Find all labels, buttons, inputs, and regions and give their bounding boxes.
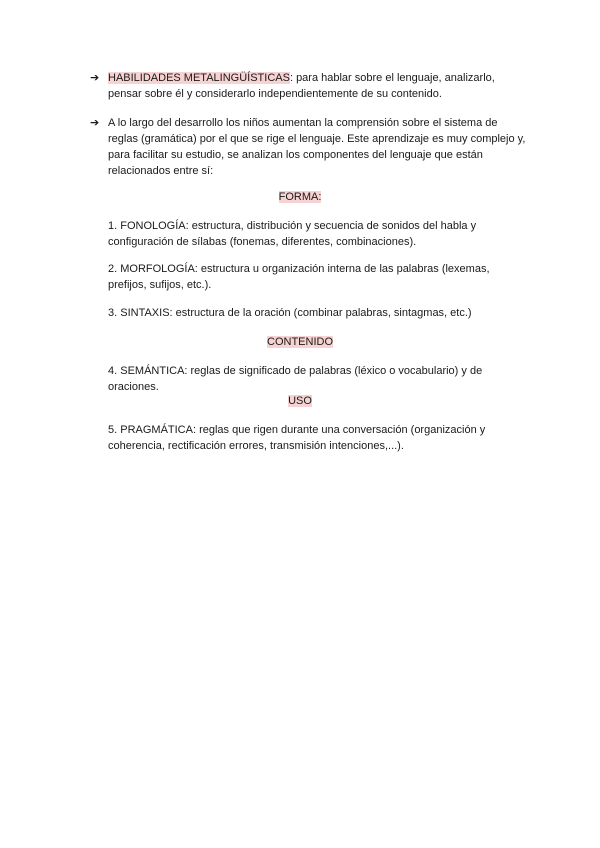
arrow-icon: ➔ (90, 72, 100, 84)
arrow-icon: ➔ (90, 117, 100, 129)
section-heading-contenido (0, 334, 600, 350)
section-label: USO (288, 395, 312, 407)
item-fonologia: 1. FONOLOGÍA: estructura, distribución y secuencia de sonidos del habla y configuración de sílabas (fonemas, diferentes, combinaciones). (108, 220, 477, 248)
bullet-description: : para hablar sobre el lenguaje, analizarlo, pensar sobre él y considerarlo independientemente de su contenido. (108, 72, 495, 100)
bullet-text: A lo largo del desarrollo los niños aumentan la comprensión sobre el sistema de reglas (gramática) por el que se rige el lenguaje. Este aprendizaje es muy complejo y, para facilitar su estudio, se analizan los componentes del lenguaje que están relacionados entre sí: (108, 117, 526, 177)
bullet-text (108, 70, 530, 102)
item-sintaxis: 3. SINTAXIS: estructura de la oración (combinar palabras, sintagmas, etc.) (108, 307, 472, 319)
section-label: FORMA: (278, 191, 322, 203)
item-pragmatica: 5. PRAGMÁTICA: reglas que rigen durante una conversación (organización y coherencia, rectificación errores, transmisión intenciones,...). (108, 424, 486, 452)
section-heading-forma (0, 189, 600, 205)
item-morfologia: 2. MORFOLOGÍA: estructura u organización interna de las palabras (lexemas, prefijos, sufijos, etc.). (108, 263, 490, 291)
item-semantica: 4. SEMÁNTICA: reglas de significado de palabras (léxico o vocabulario) y de oraciones. (108, 365, 483, 393)
highlighted-term: HABILIDADES METALINGÜÍSTICAS (108, 72, 290, 84)
section-label: CONTENIDO (267, 336, 333, 348)
bullet-metalinguistic (90, 70, 530, 102)
bullet-grammar-development (90, 115, 530, 179)
section-heading-uso (0, 393, 600, 409)
